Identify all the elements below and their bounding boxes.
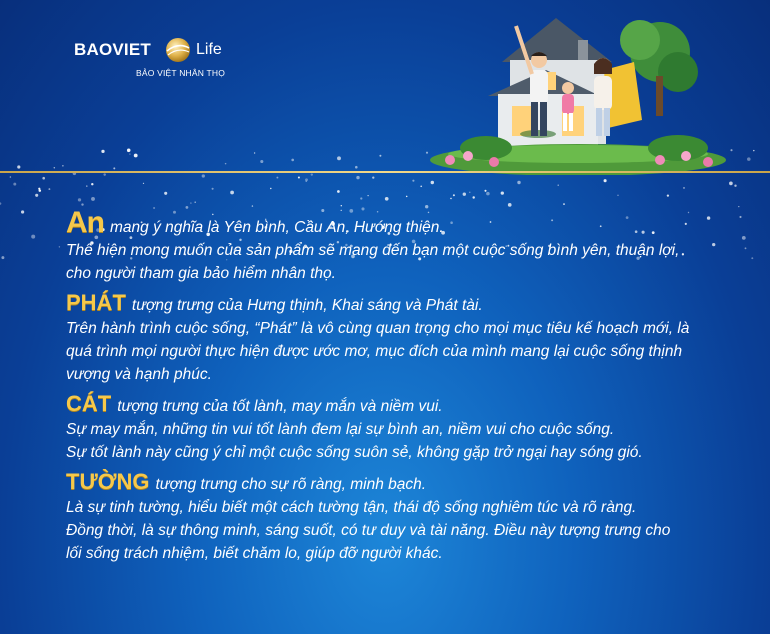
sparkle	[406, 196, 408, 198]
section-heading: PHÁT	[66, 290, 126, 315]
sparkle	[48, 188, 50, 190]
sparkle	[683, 187, 685, 189]
sparkle	[31, 235, 35, 239]
sparkle	[91, 197, 95, 201]
sparkle	[78, 198, 81, 201]
sparkle	[472, 196, 474, 198]
section-phat	[66, 291, 716, 386]
sparkle	[745, 247, 747, 249]
sparkle	[190, 202, 191, 203]
sparkle	[742, 236, 746, 240]
sparkle	[739, 216, 741, 218]
sparkle	[1, 256, 4, 259]
sparkle	[129, 153, 130, 154]
sparkle	[42, 177, 45, 180]
sparkle	[356, 176, 359, 179]
sparkle	[379, 155, 381, 157]
sparkle	[134, 154, 138, 158]
sparkle	[453, 194, 455, 196]
sparkle	[751, 257, 753, 259]
sparkle	[230, 191, 234, 195]
sparkle	[260, 160, 263, 163]
sparkle	[667, 194, 669, 196]
sparkle	[604, 179, 607, 182]
sparkle	[91, 183, 93, 185]
sparkle	[13, 183, 16, 186]
sparkle	[143, 183, 144, 184]
sparkle	[484, 190, 486, 192]
sparkle	[291, 159, 294, 162]
section-lead-line	[66, 392, 716, 418]
baoviet-life-logo[interactable]	[74, 36, 264, 84]
sparkle	[355, 166, 358, 169]
sparkle	[469, 192, 470, 193]
section-heading: An	[66, 206, 104, 239]
sparkle	[563, 203, 565, 205]
sparkle	[62, 165, 64, 167]
sparkle	[385, 197, 389, 201]
sparkle	[311, 173, 313, 175]
section-text: lối sống trách nhiệm, biết chăm lo, giúp đỡ người khác.	[66, 545, 443, 562]
sparkle	[420, 185, 422, 187]
sparkle	[747, 157, 751, 161]
section-lead-line	[66, 208, 716, 239]
sparkle	[305, 178, 308, 181]
sparkle	[38, 188, 40, 190]
sparkle	[617, 195, 618, 196]
section-text: Trên hành trình cuộc sống, “Phát” là vô cùng quan trọng cho mọi mục tiêu kế hoạch mới, là	[66, 320, 690, 337]
sparkle	[212, 188, 214, 190]
sparkle	[113, 167, 115, 169]
sparkle	[337, 190, 340, 193]
section-cat	[66, 392, 716, 464]
sparkle	[103, 173, 105, 175]
sparkle	[59, 246, 60, 247]
sparkle	[730, 149, 732, 151]
sparkle	[753, 150, 754, 151]
sparkle	[35, 194, 38, 197]
gold-divider	[0, 171, 770, 173]
sparkle	[729, 182, 733, 186]
section-text: quá trình mọi người thực hiện được ước mơ, mục đích của mình mang lại cuộc sống thịnh	[66, 343, 683, 360]
sparkle	[463, 193, 466, 196]
sparkle	[298, 176, 300, 178]
section-lead-line	[66, 291, 716, 317]
sparkle	[101, 150, 104, 153]
section-heading: CÁT	[66, 391, 112, 416]
content-body	[66, 208, 716, 571]
sparkle	[508, 203, 512, 207]
sparkle	[270, 188, 271, 189]
sparkle	[367, 195, 368, 196]
sparkle	[194, 201, 195, 202]
section-lead: tượng trưng của Hưng thịnh, Khai sáng và Phát tài.	[131, 297, 483, 314]
section-text: vượng và hạnh phúc.	[66, 366, 212, 383]
sparkle	[202, 174, 205, 177]
sparkle	[486, 192, 490, 196]
sparkle	[21, 210, 24, 213]
sparkle	[431, 181, 434, 184]
sparkle	[341, 205, 342, 206]
sparkle	[450, 198, 451, 199]
sparkle	[276, 177, 278, 179]
sparkle	[127, 149, 131, 153]
logo-tagline: BẢO VIỆT NHÂN THỌ	[136, 68, 226, 78]
section-lead: tượng trưng cho sự rõ ràng, minh bạch.	[155, 476, 427, 493]
section-lead: tượng trưng của tốt lành, may mắn và niềm vui.	[117, 398, 443, 415]
section-text: Thể hiện mong muốn của sản phẩm sẽ mang đến bạn một cuộc sống bình yên, thuận lợi,	[66, 242, 680, 259]
sparkle	[412, 180, 414, 182]
sparkle	[10, 176, 12, 178]
section-heading: TƯỜNG	[66, 469, 150, 494]
sparkle	[164, 192, 167, 195]
sparkle	[254, 152, 255, 153]
logo-brand: BAOVIET	[74, 40, 151, 59]
sparkle	[54, 167, 55, 168]
sparkle	[86, 185, 87, 186]
sparkle	[252, 205, 253, 206]
sparkle	[501, 191, 504, 194]
globe-icon	[164, 36, 192, 64]
sparkle	[17, 165, 20, 168]
sparkle	[372, 176, 374, 178]
sparkle	[39, 189, 42, 192]
sparkle	[558, 185, 559, 186]
section-tuong	[66, 470, 716, 565]
section-text: Đồng thời, là sự thông minh, sáng suốt, có tư duy và tài năng. Điều này tượng trưng cho	[66, 522, 671, 539]
section-text: Là sự tinh tường, hiểu biết một cách tường tận, thái độ sống nghiêm túc và rõ ràng.	[66, 499, 637, 516]
section-lead-line	[66, 470, 716, 496]
sparkle	[517, 181, 520, 184]
sparkle	[225, 163, 227, 165]
family-house-illustration	[428, 10, 728, 175]
sparkle	[0, 202, 1, 204]
sparkle	[738, 206, 739, 207]
section-text: Sự may mắn, những tin vui tốt lành đem lại sự bình an, niềm vui cho cuộc sống.	[66, 421, 615, 438]
logo-product: Life	[196, 41, 222, 58]
sparkle	[360, 197, 362, 199]
section-an	[66, 208, 716, 285]
section-text: cho người tham gia bảo hiểm nhân thọ.	[66, 265, 336, 282]
sparkle	[337, 156, 341, 160]
section-lead: mang ý nghĩa là Yên bình, Cầu An, Hướng thiện.	[110, 219, 444, 236]
section-text: Sự tốt lành này cũng ý chỉ một cuộc sống suôn sẻ, không gặp trở ngại hay sóng gió.	[66, 444, 643, 461]
sparkle	[734, 184, 736, 186]
